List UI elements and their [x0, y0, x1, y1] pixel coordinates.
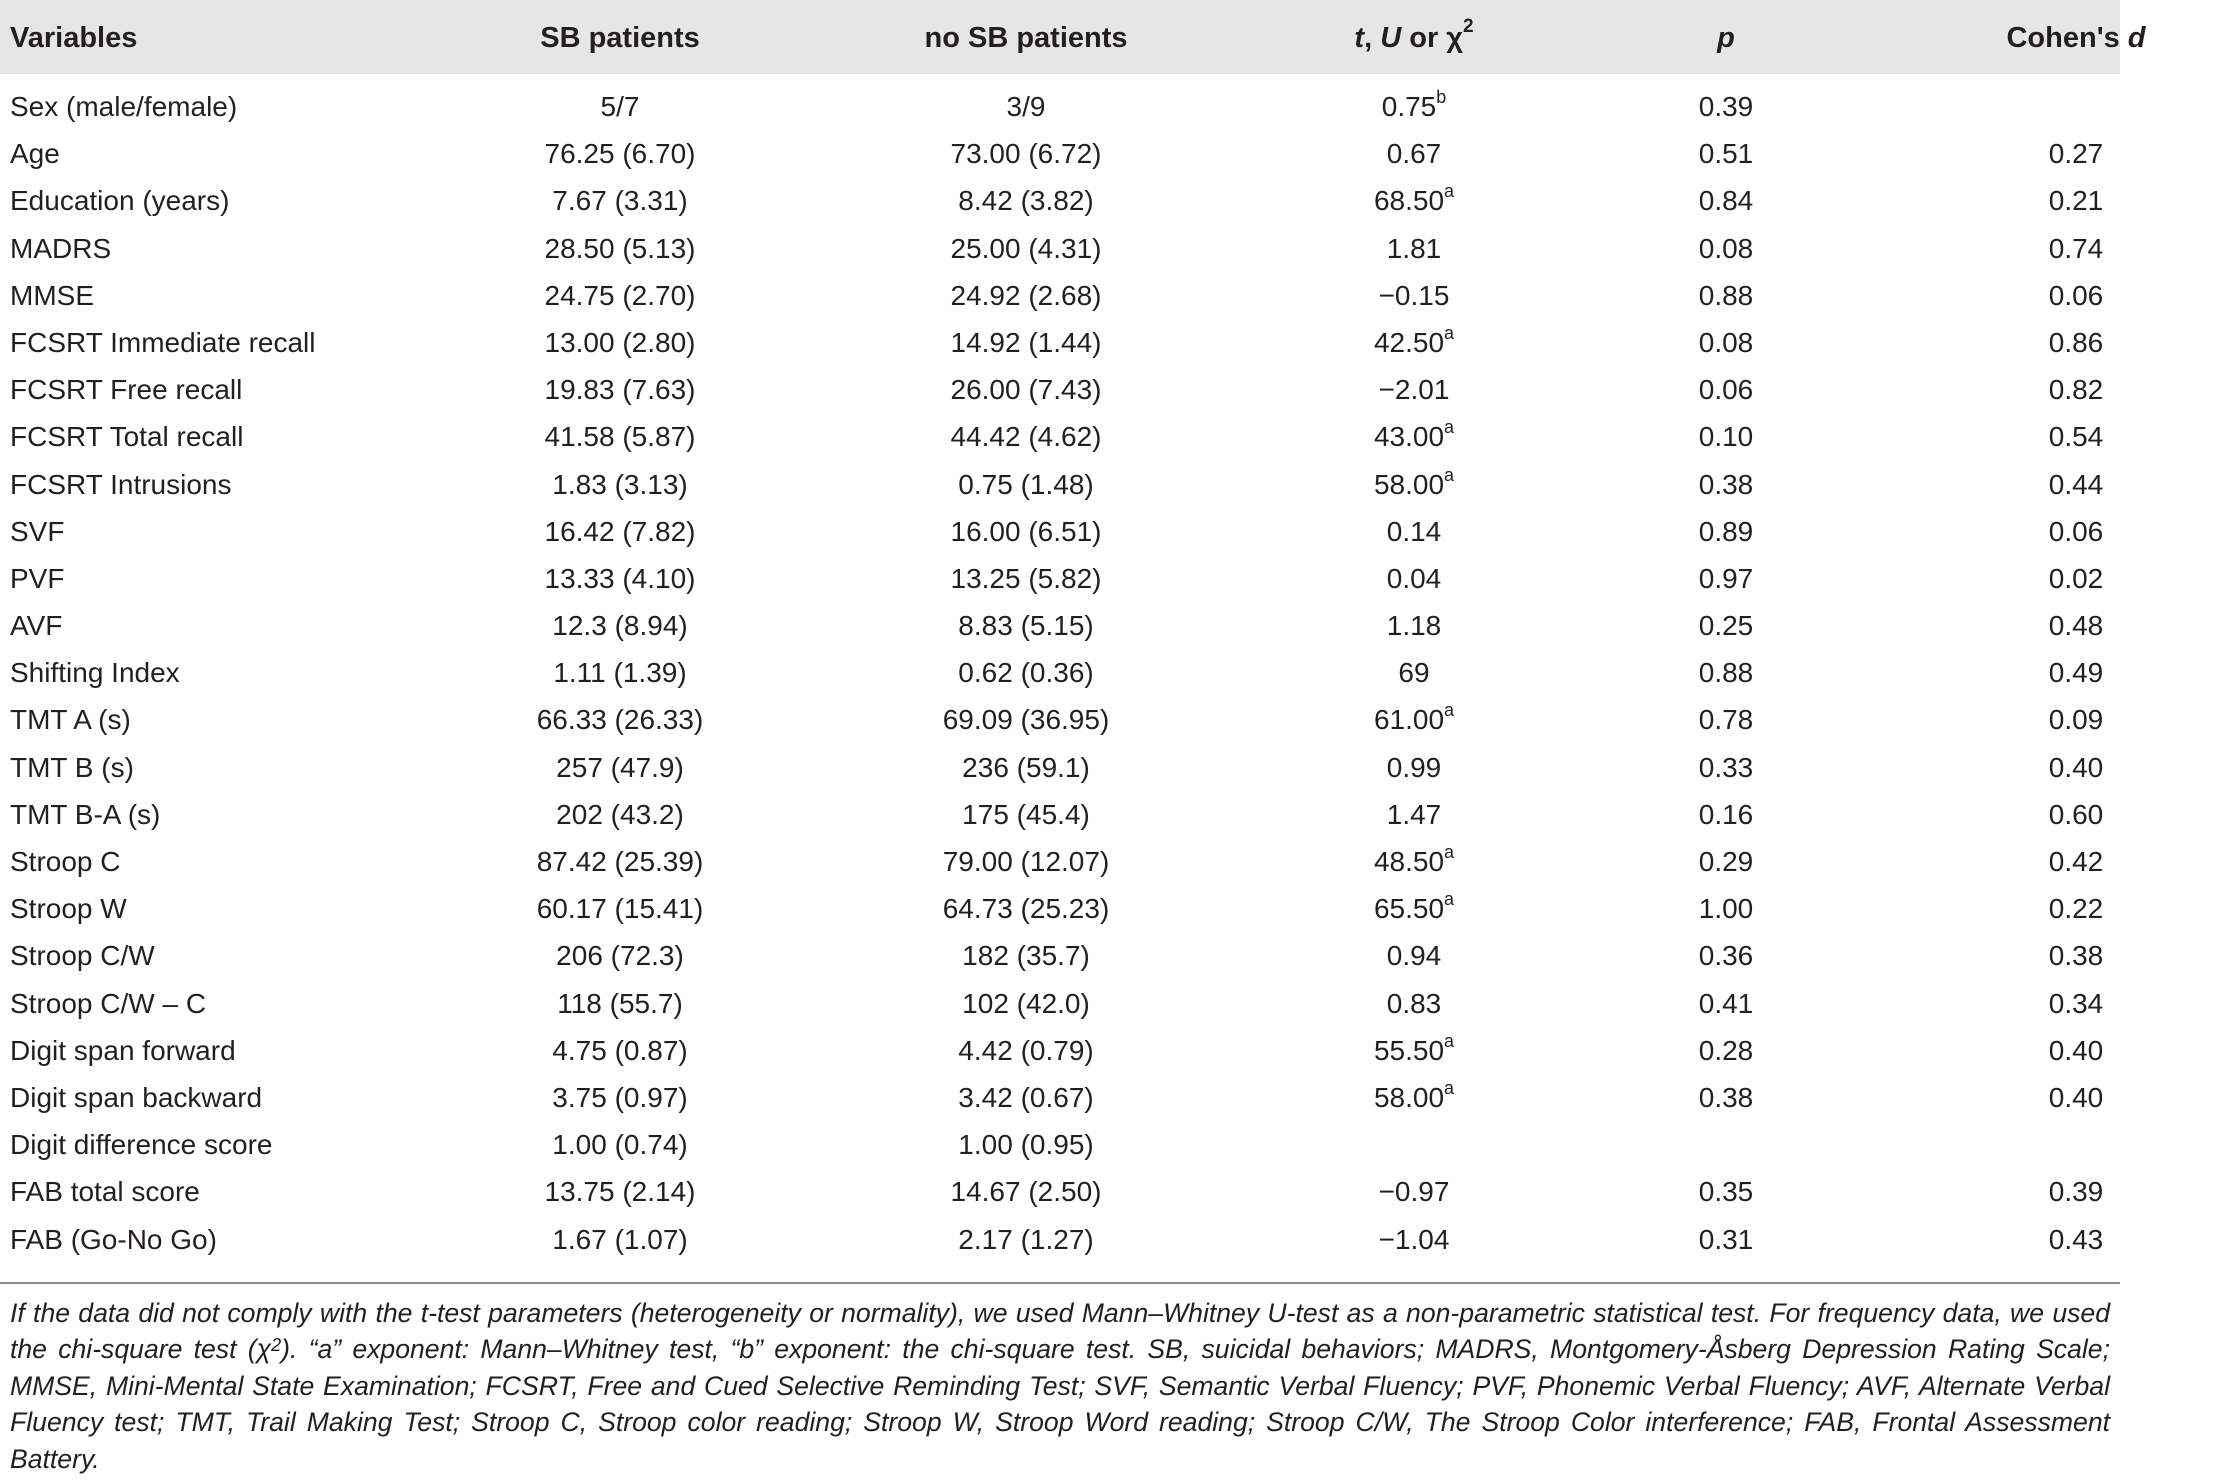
table-row: FAB total score 13.75 (2.14) 14.67 (2.50) −0.97 0.35 0.39 — [10, 1176, 2104, 1208]
cell-variable: FCSRT Total recall — [10, 421, 244, 453]
test-superscript: a — [1444, 181, 1455, 202]
table-row: Digit difference score 1.00 (0.74) 1.00 (0.95) — [10, 1129, 1094, 1161]
table-row: MMSE 24.75 (2.70) 24.92 (2.68) −0.15 0.88 0.06 — [10, 279, 2104, 311]
cell-variable: Stroop C/W – C — [10, 987, 207, 1019]
table-row: Age 76.25 (6.70) 73.00 (6.72) 0.67 0.51 0.27 — [10, 138, 2104, 170]
test-superscript: a — [1444, 1077, 1455, 1098]
test-superscript: b — [1436, 87, 1447, 107]
test-superscript: a — [1444, 417, 1455, 438]
test-superscript: a — [1444, 1030, 1455, 1051]
table-row: Stroop W 60.17 (15.41) 64.73 (25.23) 65.50$^a$ 1.00 0.22 — [10, 889, 2104, 925]
test-superscript: a — [1444, 889, 1455, 910]
table-row: Digit span forward 4.75 (0.87) 4.42 (0.79) 55.50$^a$ 0.28 0.40 — [10, 1030, 2104, 1066]
table-row: Stroop C/W 206 (72.3) 182 (35.7) 0.94 0.36 0.38 — [10, 940, 2104, 972]
cell-variable: Stroop C/W — [10, 940, 155, 972]
cell-variable: Digit span backward — [10, 1081, 263, 1113]
cell-variable: SVF — [10, 515, 65, 547]
cell-variable: MADRS — [10, 232, 112, 264]
table-body — [0, 74, 2120, 1262]
table-row: FCSRT Immediate recall 13.00 (2.80) 14.92 (1.44) 42.50$^a$ 0.08 0.86 — [10, 322, 2104, 358]
cell-variable: AVF — [10, 610, 63, 642]
table-row: TMT B (s) 257 (47.9) 236 (59.1) 0.99 0.33 0.40 — [10, 751, 2104, 783]
table-row: Shifting Index 1.11 (1.39) 0.62 (0.36) 69 0.88 0.49 — [10, 657, 2104, 689]
table-row: PVF 13.33 (4.10) 13.25 (5.82) 0.04 0.97 0.02 — [10, 562, 2104, 594]
table-row: FCSRT Free recall 19.83 (7.63) 26.00 (7.43) −2.01 0.06 0.82 — [10, 374, 2104, 406]
table-row: AVF 12.3 (8.94) 8.83 (5.15) 1.18 0.25 0.48 — [10, 610, 2104, 642]
header-variables: Variables — [10, 22, 138, 54]
cell-variable: TMT A (s) — [10, 704, 131, 736]
cell-variable: PVF — [10, 562, 65, 594]
table-row: SVF 16.42 (7.82) 16.00 (6.51) 0.14 0.89 0.06 — [10, 515, 2104, 547]
footnote-divider — [0, 1282, 2120, 1284]
cell-variable: MMSE — [10, 279, 94, 311]
table-row: Stroop C 87.42 (25.39) 79.00 (12.07) 48.50$^a$ 0.29 0.42 — [10, 842, 2104, 877]
cell-variable: FCSRT Free recall — [10, 374, 243, 406]
cell-variable: Sex (male/female) — [10, 91, 238, 122]
table-row: TMT B-A (s) 202 (43.2) 175 (45.4) 1.47 0.16 0.60 — [10, 798, 2104, 830]
test-superscript: a — [1444, 464, 1455, 485]
test-superscript: a — [1444, 842, 1455, 862]
cell-variable: TMT B (s) — [10, 751, 134, 783]
cell-variable: Stroop W — [10, 893, 127, 925]
table-row: MADRS 28.50 (5.13) 25.00 (4.31) 1.81 0.08 0.74 — [10, 232, 2104, 264]
test-superscript: a — [1444, 700, 1455, 721]
table-row: FAB (Go-No Go) 1.67 (1.07) 2.17 (1.27) −1.04 0.31 0.43 — [10, 1223, 2104, 1255]
table-row: FCSRT Total recall 41.58 (5.87) 44.42 (4.62) 43.00$^a$ 0.10 0.54 — [10, 417, 2104, 453]
cell-variable: Age — [10, 138, 60, 170]
table-footnote: If the data did not comply with the t-test parameters (heterogeneity or normality), we used Mann–Whitney U-test as a non-parametric statistical test. For frequency data, we used the chi-square test $(\chi^2)$. “a” exponent: Mann–Whitney test, “b” exponent: the chi-square test. SB, suicidal behaviors; MADRS, Montgomery-Åsberg Depression Rating Scale; MMSE, Mini-Mental State Examination; FCSRT, Free and Cued Selective Reminding Test; SVF, Semantic Verbal Fluency; PVF, Phonemic Verbal Fluency; AVF, Alternate Verbal Fluency test; TMT, Trail Making Test; Stroop C, Stroop color reading; Stroop W, Stroop Word reading; Stroop C/W, The Stroop Color interference; FAB, Frontal Assessment Battery. — [10, 1298, 2110, 1474]
cell-variable: FAB total score — [10, 1176, 200, 1208]
cell-variable: FCSRT Immediate recall — [10, 326, 316, 358]
table-row: FCSRT Intrusions 1.83 (3.13) 0.75 (1.48) 58.00$^a$ 0.38 0.44 — [10, 464, 2104, 500]
table-row: Digit span backward 3.75 (0.97) 3.42 (0.67) 58.00$^a$ 0.38 0.40 — [10, 1077, 2104, 1113]
table-row: Sex (male/female) 5/7 3/9 0.75$^b$ 0.39 — [10, 87, 1754, 122]
cell-variable: Digit difference score — [10, 1129, 273, 1161]
table-header: Variables SB patients no SB patients t, U or $\chi^2$ p Cohen's d — [0, 0, 2120, 74]
cell-variable: TMT B-A (s) — [10, 798, 161, 830]
cell-variable: Stroop C — [10, 846, 121, 877]
table-row: TMT A (s) 66.33 (26.33) 69.09 (36.95) 61.00$^a$ 0.78 0.09 — [10, 700, 2104, 736]
test-superscript: a — [1444, 322, 1455, 343]
table-row: Education (years) 7.67 (3.31) 8.42 (3.82) 68.50$^a$ 0.84 0.21 — [10, 181, 2104, 217]
cell-variable: Education (years) — [10, 185, 230, 217]
table-row: Stroop C/W – C 118 (55.7) 102 (42.0) 0.83 0.41 0.34 — [10, 987, 2104, 1019]
cell-variable: FCSRT Intrusions — [10, 468, 232, 500]
cell-variable: FAB (Go-No Go) — [10, 1223, 217, 1255]
cell-variable: Digit span forward — [10, 1034, 236, 1066]
cell-variable: Shifting Index — [10, 657, 180, 689]
